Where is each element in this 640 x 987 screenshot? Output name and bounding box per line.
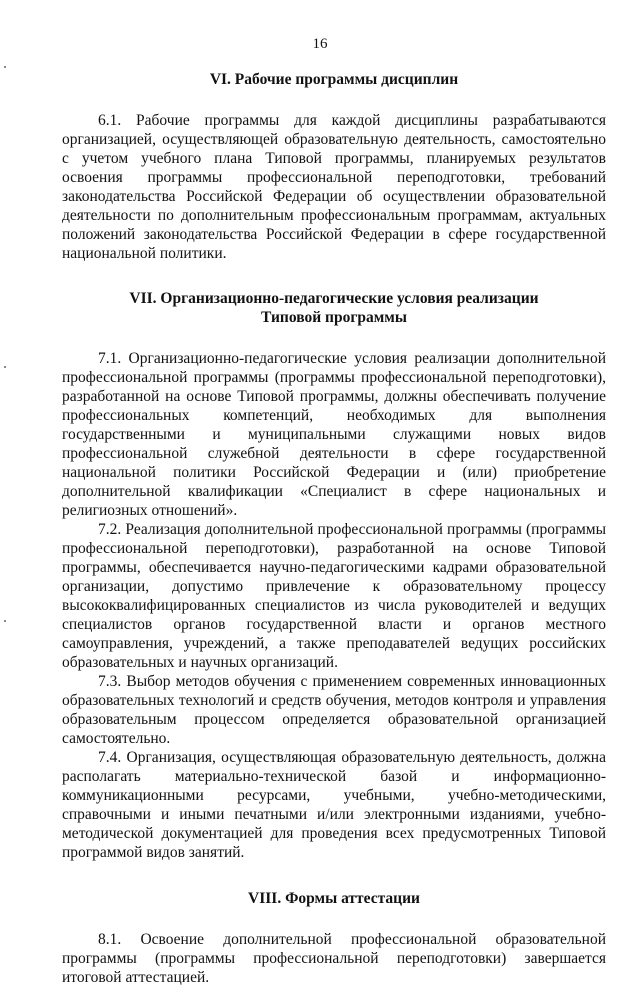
scan-mark (4, 620, 6, 622)
section-heading-6: VI. Рабочие программы дисциплин (209, 71, 459, 88)
section-heading-7-line2: Типовой программы (261, 309, 407, 326)
page-number: 16 (312, 36, 328, 52)
paragraph-7-1: 7.1. Организационно-педагогические условия реализации дополнительной профессиональной программы (программы профессиональной переподготовки), разработанной на основе Типовой программы, должны обеспечивать получение профессиональных компетенций, необходимых для выполнения государственными и муниципальными служащими новых видов профессиональной служебной деятельности в сфере государственной национальной политики Российской Федерации и (или) приобретение дополнительной квалификации «Специалист в сфере национальных и религиозных отношений». (62, 350, 606, 519)
paragraph-8-1: 8.1. Освоение дополнительной профессиональной образовательной программы (программы профессиональной переподготовки) завершается итоговой аттестацией. (62, 931, 606, 986)
paragraph-7-3: 7.3. Выбор методов обучения с применением современных инновационных образовательных технологий и средств обучения, методов контроля и управления образовательным процессом определяется образовательной организацией самостоятельно. (62, 673, 606, 747)
paragraph-7-2: 7.2. Реализация дополнительной профессиональной программы (программы профессиональной переподготовки), разработанной на основе Типовой программы, обеспечивается научно-педагогическими кадрами образовательной организации, допустимо привлечение к образовательному процессу высококвалифицированных специалистов из числа руководителей и ведущих специалистов органов государственной власти и органов местного самоуправления, учреждений, а также преподавателей ведущих российских образовательных и научных организаций. (62, 521, 606, 671)
scan-mark (4, 366, 6, 368)
section-heading-8: VIII. Формы аттестации (248, 890, 420, 907)
paragraph-6-1: 6.1. Рабочие программы для каждой дисциплины разрабатываются организацией, осуществляющей образовательную деятельность, самостоятельно с учетом учебного плана Типовой программы, планируемых результатов освоения программы профессиональной переподготовки, требований законодательства Российской Федерации об осуществлении образовательной деятельности по дополнительным профессиональным программам, актуальных положений законодательства Российской Федерации в сфере государственной национальной политики. (62, 112, 606, 262)
paragraph-7-4: 7.4. Организация, осуществляющая образовательную деятельность, должна располагать материально-технической базой и информационно-коммуникационными ресурсами, учебными, учебно-методическими, справочными и иными печатными и/или электронными изданиями, учебно-методической документацией для проведения всех предусмотренных Типовой программой видов занятий. (62, 749, 606, 861)
section-heading-7-line1: VII. Организационно-педагогические условия реализации (129, 290, 539, 307)
document-body (62, 70, 606, 987)
scan-mark (4, 66, 6, 68)
section-heading-7 (62, 289, 606, 327)
